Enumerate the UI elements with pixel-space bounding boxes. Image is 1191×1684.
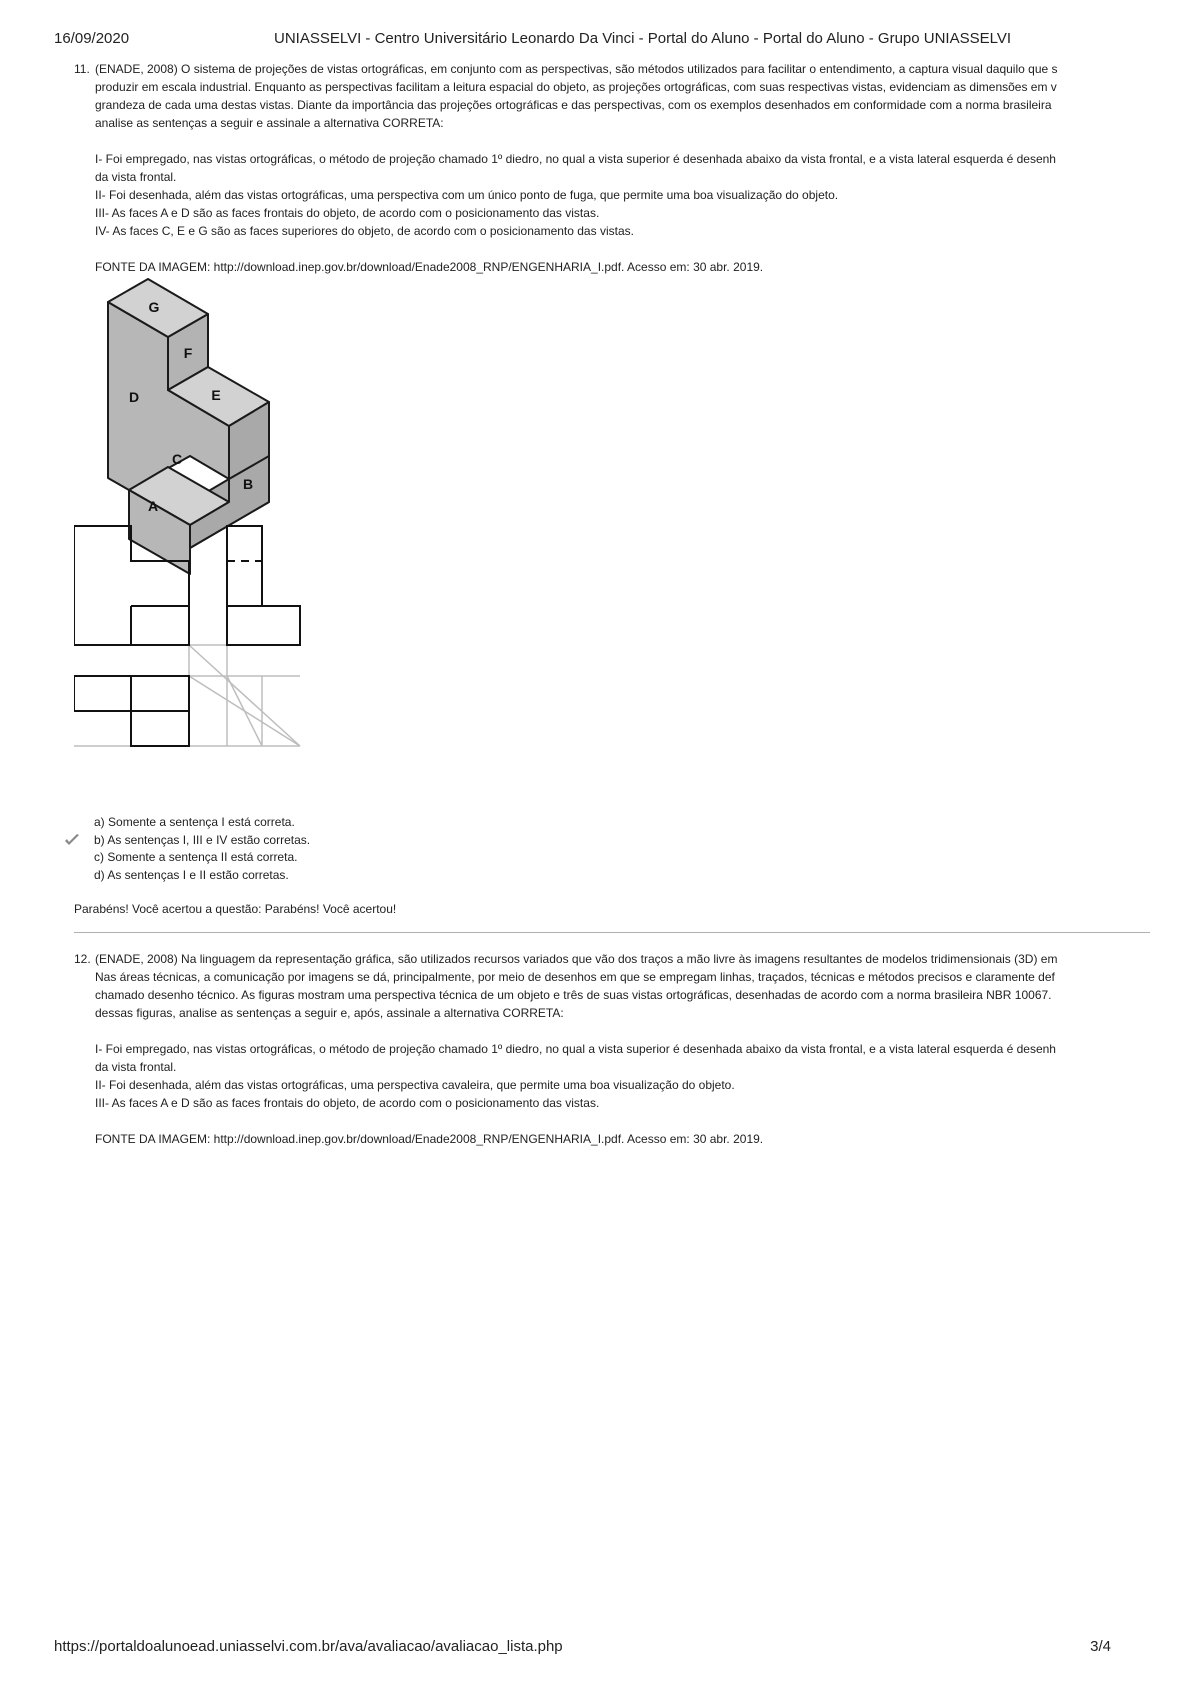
alternative-letter: b): [94, 832, 105, 847]
face-label: A: [147, 498, 159, 514]
alternative-text: As sentenças I, III e IV estão corretas.: [107, 832, 311, 847]
alternative-letter: c): [94, 850, 104, 864]
statement-line: II- Foi desenhada, além das vistas ortográficas, uma perspectiva cavaleira, que permite uma boa visualização do objeto.: [95, 1078, 735, 1092]
intro-line: grandeza de cada uma destas vistas. Diante da importância das projeções ortográficas e das perspectivas, com os exemplos desenhados em conformidade com a norma brasileira: [95, 98, 1052, 112]
alternative-text: Somente a sentença I está correta.: [108, 815, 295, 829]
alternative-text: Somente a sentença II está correta.: [107, 850, 298, 864]
face-label: E: [211, 387, 221, 403]
intro-line: Nas áreas técnicas, a comunicação por imagens se dá, principalmente, por meio de desenhos em que se empregam linhas, traçados, técnicas e métodos precisos e claramente def: [95, 970, 1055, 984]
print-url: https://portaldoalunoead.uniasselvi.com.br/ava/avaliacao/avaliacao_lista.php: [54, 1638, 563, 1655]
print-date: 16/09/2020: [54, 30, 130, 47]
statement-line: II- Foi desenhada, além das vistas ortográficas, uma perspectiva com um único ponto de fuga, que permite uma boa visualização do objeto.: [95, 188, 839, 202]
alternative-a[interactable]: [64, 814, 310, 832]
face-label: F: [183, 345, 193, 361]
isometric-perspective: [108, 279, 269, 574]
question-divider: [74, 932, 1150, 933]
intro-line: (ENADE, 2008) Na linguagem da representação gráfica, são utilizados recursos variados que vão dos traços a mão livre às imagens resultantes de modelos tridimensionais (3D) em: [95, 952, 1058, 966]
alternative-b[interactable]: [64, 832, 310, 850]
checkmark-icon: [64, 833, 80, 847]
face-label: D: [128, 389, 140, 405]
statement-line: da vista frontal.: [95, 170, 177, 184]
answer-alternatives: [64, 814, 310, 884]
intro-line: (ENADE, 2008) O sistema de projeções de vistas ortográficas, em conjunto com as perspectivas, são métodos utilizados para facilitar o entendimento, a captura visual daquilo que s: [95, 62, 1058, 76]
alternative-c[interactable]: [64, 849, 310, 867]
statement-line: III- As faces A e D são as faces frontais do objeto, de acordo com o posicionamento das vistas.: [95, 1096, 600, 1110]
print-title: UNIASSELVI - Centro Universitário Leonardo Da Vinci - Portal do Aluno - Portal do Aluno - Grupo UNIASSELVI: [274, 30, 1012, 47]
top-view-middle: [131, 676, 189, 711]
face-label: G: [148, 299, 160, 315]
question-body: [95, 60, 1150, 276]
question-12: [74, 950, 1150, 1148]
technical-drawing-figure: [74, 276, 334, 806]
print-footer: [0, 1638, 1191, 1662]
print-page-number: 3/4: [1090, 1638, 1111, 1655]
side-view: [227, 526, 300, 645]
alternative-text: As sentenças I e II estão corretas.: [107, 867, 289, 882]
intro-line: produzir em escala industrial. Enquanto as perspectivas facilitam a leitura espacial do objeto, as projeções ortográficas, com suas respectivas vistas, evidenciam as dimensões em v: [95, 80, 1057, 94]
alternative-d[interactable]: [64, 867, 310, 885]
alternative-letter: d): [94, 867, 105, 882]
question-body: [95, 950, 1150, 1148]
statement-line: da vista frontal.: [95, 1060, 177, 1074]
intro-line: dessas figuras, analise as sentenças a seguir e, após, assinale a alternativa CORRETA:: [95, 1006, 564, 1020]
top-view-lower: [131, 711, 189, 746]
statement-line: I- Foi empregado, nas vistas ortográficas, o método de projeção chamado 1º diedro, no qual a vista superior é desenhada abaixo da vista frontal, e a vista lateral esquerda é desenh: [95, 1042, 1056, 1056]
image-source: FONTE DA IMAGEM: http://download.inep.gov.br/download/Enade2008_RNP/ENGENHARIA_I.pdf. Acesso em: 30 abr. 2019.: [95, 260, 764, 274]
question-11: [74, 60, 1150, 276]
answer-feedback: Parabéns! Você acertou a questão: Parabéns! Você acertou!: [74, 902, 397, 916]
top-view-left: [74, 676, 131, 711]
statement-line: III- As faces A e D são as faces frontais do objeto, de acordo com o posicionamento das vistas.: [95, 206, 600, 220]
face-label: B: [242, 476, 254, 492]
question-number: 12.: [74, 952, 91, 966]
face-label: C: [171, 451, 183, 467]
image-source: FONTE DA IMAGEM: http://download.inep.gov.br/download/Enade2008_RNP/ENGENHARIA_I.pdf. Acesso em: 30 abr. 2019.: [95, 1132, 764, 1146]
statement-line: I- Foi empregado, nas vistas ortográficas, o método de projeção chamado 1º diedro, no qual a vista superior é desenhada abaixo da vista frontal, e a vista lateral esquerda é desenh: [95, 152, 1056, 166]
intro-line: chamado desenho técnico. As figuras mostram uma perspectiva técnica de um objeto e três de suas vistas ortográficas, desenhadas de acordo com a norma brasileira NBR 10067.: [95, 988, 1052, 1002]
question-number: 11.: [74, 62, 90, 76]
intro-line: analise as sentenças a seguir e assinale a alternativa CORRETA:: [95, 116, 444, 130]
statement-line: IV- As faces C, E e G são as faces superiores do objeto, de acordo com o posicionamento das vistas.: [95, 224, 634, 238]
alternative-letter: a): [94, 815, 105, 829]
